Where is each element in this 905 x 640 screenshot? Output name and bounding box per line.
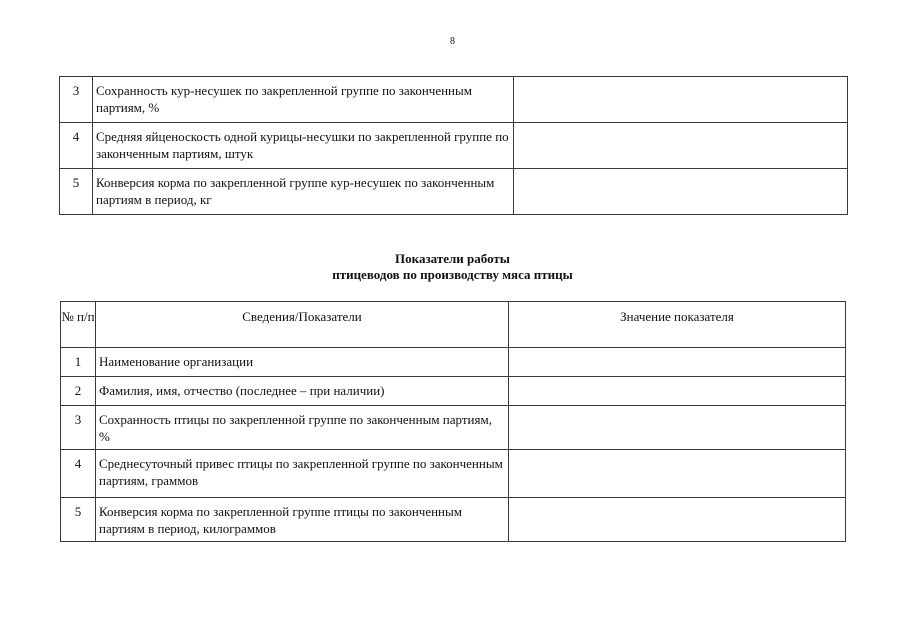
row-number: 5 — [60, 169, 93, 215]
indicator-value-cell[interactable] — [509, 406, 846, 450]
indicator-text: Среднесуточный привес птицы по закрепленной группе по законченным партиям, граммов — [96, 450, 509, 498]
indicator-value-cell[interactable] — [509, 348, 846, 377]
indicator-value-cell[interactable] — [514, 77, 848, 123]
row-number: 3 — [61, 406, 96, 450]
row-number: 1 — [61, 348, 96, 377]
indicator-value-cell[interactable] — [509, 377, 846, 406]
row-number: 2 — [61, 377, 96, 406]
indicator-value-cell[interactable] — [509, 498, 846, 542]
page-number: 8 — [450, 36, 455, 47]
table-row — [61, 450, 846, 498]
row-number: 4 — [60, 123, 93, 169]
indicator-text: Конверсия корма по закрепленной группе птицы по законченным партиям в период, килограммов — [96, 498, 509, 542]
table-row — [60, 123, 848, 169]
table-row — [61, 406, 846, 450]
table-row — [61, 377, 846, 406]
indicator-text: Наименование организации — [96, 348, 509, 377]
indicator-text: Сохранность кур-несушек по закрепленной группе по законченным партиям, % — [93, 77, 514, 123]
row-number: 3 — [60, 77, 93, 123]
section-title-line-1: Показатели работы — [395, 251, 510, 266]
section-title — [0, 251, 905, 283]
table-row — [60, 77, 848, 123]
row-number: 5 — [61, 498, 96, 542]
table-row — [61, 348, 846, 377]
row-number: 4 — [61, 450, 96, 498]
table-header-row — [61, 302, 846, 348]
indicator-value-cell[interactable] — [514, 123, 848, 169]
top-indicators-table — [59, 76, 848, 215]
indicator-text: Конверсия корма по закрепленной группе кур-несушек по законченным партиям в период, кг — [93, 169, 514, 215]
header-number: № п/п — [61, 302, 96, 348]
header-info: Сведения/Показатели — [96, 302, 509, 348]
meat-production-indicators-table — [60, 301, 846, 542]
indicator-value-cell[interactable] — [509, 450, 846, 498]
indicator-text: Сохранность птицы по закрепленной группе по законченным партиям, % — [96, 406, 509, 450]
indicator-text: Средняя яйценоскость одной курицы-несушки по закрепленной группе по законченным партиям, штук — [93, 123, 514, 169]
indicator-text: Фамилия, имя, отчество (последнее – при наличии) — [96, 377, 509, 406]
table-row — [60, 169, 848, 215]
table-row — [61, 498, 846, 542]
indicator-value-cell[interactable] — [514, 169, 848, 215]
header-value: Значение показателя — [509, 302, 846, 348]
section-title-line-2: птицеводов по производству мяса птицы — [332, 267, 573, 282]
